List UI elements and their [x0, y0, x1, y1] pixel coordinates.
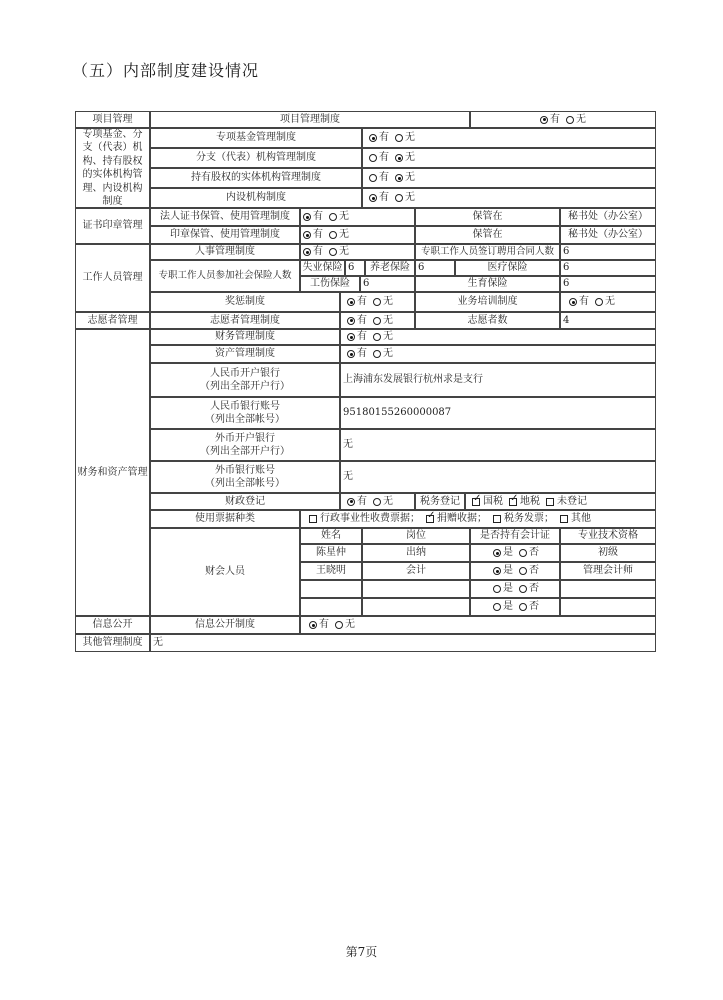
- injury-insurance-value: 6: [360, 276, 415, 292]
- option-label: 无: [405, 132, 415, 144]
- option-label: 无: [339, 211, 349, 223]
- option-label: 有: [579, 296, 589, 308]
- radio-empty-icon[interactable]: [369, 174, 377, 182]
- radio-option[interactable]: [369, 191, 389, 205]
- radio-empty-icon[interactable]: [566, 116, 574, 124]
- accounting-post: 会计: [362, 562, 470, 580]
- medical-insurance-value: 6: [560, 260, 656, 276]
- radio-option[interactable]: [369, 131, 389, 145]
- radio-option[interactable]: [395, 191, 415, 205]
- option-label: 有: [313, 246, 323, 258]
- injury-insurance-label: 工伤保险: [300, 276, 360, 292]
- staff-category: 工作人员管理: [75, 244, 150, 312]
- radio-option[interactable]: [369, 171, 389, 185]
- volunteer-category: 志愿者管理: [75, 312, 150, 329]
- rmb-account-value: 95180155260000087: [340, 397, 656, 429]
- radio-selected-icon[interactable]: [369, 134, 377, 142]
- accounting-post: [362, 598, 470, 616]
- option-label: 有: [357, 495, 367, 507]
- accounting-header-qualification: 专业技术资格: [560, 528, 656, 544]
- special-row-label: 专项基金管理制度: [150, 128, 362, 148]
- option-label: 是: [503, 601, 513, 613]
- radio-selected-icon[interactable]: [493, 567, 501, 575]
- accounting-certificate-options: [470, 580, 560, 598]
- checkbox-checked-icon[interactable]: [472, 498, 480, 506]
- fx-bank-label: [150, 429, 340, 461]
- accounting-name: 王晓明: [300, 562, 362, 580]
- radio-empty-icon[interactable]: [493, 585, 501, 593]
- rmb-account-label-line2: （列出全部帐号）: [205, 414, 285, 425]
- option-label: 无: [383, 314, 393, 326]
- accounting-header-name: 姓名: [300, 528, 362, 544]
- option-label: 是: [503, 547, 513, 559]
- rmb-bank-value: 上海浦东发展银行杭州求是支行: [340, 363, 656, 397]
- radio-selected-icon[interactable]: [569, 298, 577, 306]
- unemployment-insurance-label: 失业保险: [300, 260, 345, 276]
- option-label: 有: [379, 152, 389, 164]
- medical-insurance-label: 医疗保险: [455, 260, 560, 276]
- accounting-header-post: 岗位: [362, 528, 470, 544]
- option-label: 有: [357, 314, 367, 326]
- radio-empty-icon[interactable]: [395, 134, 403, 142]
- option-label: 有: [357, 331, 367, 343]
- radio-option[interactable]: [347, 495, 367, 509]
- radio-option[interactable]: [566, 113, 586, 127]
- option-label: 捐赠收据；: [437, 513, 487, 525]
- option-label: 有: [357, 296, 367, 308]
- special-row-options: [362, 148, 656, 168]
- other-category: 其他管理制度: [75, 634, 150, 652]
- reward-policy-label: 奖惩制度: [150, 292, 340, 312]
- option-label: 无: [383, 296, 393, 308]
- option-label: 有: [313, 229, 323, 241]
- pension-insurance-label: 养老保险: [365, 260, 415, 276]
- option-label: 无: [405, 152, 415, 164]
- other-policy-value: 无: [150, 634, 656, 652]
- cert-category: 证书印章管理: [75, 208, 150, 244]
- radio-option[interactable]: [395, 131, 415, 145]
- accounting-name: [300, 580, 362, 598]
- option-label: 无: [339, 246, 349, 258]
- option-label: 无: [605, 296, 615, 308]
- option-label: 无: [405, 172, 415, 184]
- radio-option[interactable]: [347, 295, 367, 309]
- checkbox-option[interactable]: [309, 512, 420, 526]
- fx-bank-value: 无: [340, 429, 656, 461]
- radio-option[interactable]: [519, 582, 539, 596]
- radio-empty-icon[interactable]: [329, 231, 337, 239]
- pension-insurance-value: 6: [415, 260, 455, 276]
- radio-empty-icon[interactable]: [373, 350, 381, 358]
- hr-policy-options: [300, 244, 415, 260]
- contract-count-label: 专职工作人员签订聘用合同人数: [415, 244, 560, 260]
- special-row-label: 持有股权的实体机构管理制度: [150, 168, 362, 188]
- radio-option[interactable]: [493, 600, 513, 614]
- radio-option[interactable]: [347, 330, 367, 344]
- radio-option[interactable]: [540, 113, 560, 127]
- option-label: 国税: [483, 495, 503, 507]
- radio-selected-icon[interactable]: [369, 194, 377, 202]
- disclosure-category: 信息公开: [75, 616, 150, 634]
- option-label: 税务发票；: [504, 513, 554, 525]
- hr-policy-label: 人事管理制度: [150, 244, 300, 260]
- radio-option[interactable]: [519, 564, 539, 578]
- radio-selected-icon[interactable]: [303, 248, 311, 256]
- rmb-bank-label-line2: （列出全部开户行）: [200, 381, 290, 392]
- fx-account-label: [150, 461, 340, 493]
- radio-empty-icon[interactable]: [373, 317, 381, 325]
- radio-selected-icon[interactable]: [303, 231, 311, 239]
- option-label: 无: [345, 619, 355, 631]
- training-policy-options: [560, 292, 656, 312]
- radio-option[interactable]: [569, 295, 589, 309]
- option-label: 有: [313, 211, 323, 223]
- option-label: 未登记: [557, 495, 587, 507]
- option-label: 否: [529, 601, 539, 613]
- radio-option[interactable]: [373, 295, 393, 309]
- option-label: 有: [379, 132, 389, 144]
- radio-option[interactable]: [493, 564, 513, 578]
- option-label: 有: [319, 619, 329, 631]
- radio-option[interactable]: [329, 228, 349, 242]
- section-heading: （五）内部制度建设情况: [72, 61, 260, 80]
- radio-option[interactable]: [395, 171, 415, 185]
- radio-empty-icon[interactable]: [519, 585, 527, 593]
- accounting-name: [300, 598, 362, 616]
- page-number: 第7页: [345, 945, 378, 959]
- fx-account-label-line1: 外币银行账号: [215, 464, 275, 476]
- cert-keeper-value: 秘书处（办公室）: [560, 226, 656, 244]
- asset-policy-options: [340, 345, 656, 363]
- fx-account-value: 无: [340, 461, 656, 493]
- cert-keeper-value: 秘书处（办公室）: [560, 208, 656, 226]
- accounting-post: [362, 580, 470, 598]
- radio-empty-icon[interactable]: [595, 298, 603, 306]
- bill-types-label: 使用票据种类: [150, 510, 300, 528]
- radio-option[interactable]: [329, 210, 349, 224]
- proj-category: 项目管理: [75, 111, 150, 128]
- option-label: 否: [529, 583, 539, 595]
- radio-option[interactable]: [369, 151, 389, 165]
- option-label: 有: [379, 192, 389, 204]
- training-policy-label: 业务培训制度: [415, 292, 560, 312]
- radio-option[interactable]: [347, 347, 367, 361]
- cert-row-label: 印章保管、使用管理制度: [150, 226, 300, 244]
- insurance-count-label: 专职工作人员参加社会保险人数: [150, 260, 300, 292]
- radio-selected-icon[interactable]: [540, 116, 548, 124]
- checkbox-checked-icon[interactable]: [426, 515, 434, 523]
- rmb-account-label-line1: 人民币银行账号: [210, 400, 280, 412]
- bill-types-options: [300, 510, 656, 528]
- radio-option[interactable]: [309, 618, 329, 632]
- radio-option[interactable]: [595, 295, 615, 309]
- finance-category: 财务和资产管理: [75, 329, 150, 616]
- fx-bank-label-line2: （列出全部开户行）: [200, 446, 290, 457]
- option-label: 是: [503, 583, 513, 595]
- reward-policy-options: [340, 292, 415, 312]
- proj-options: [470, 111, 656, 128]
- rmb-bank-label: [150, 363, 340, 397]
- cert-row-options: [300, 208, 415, 226]
- radio-option[interactable]: [335, 618, 355, 632]
- radio-option[interactable]: [395, 151, 415, 165]
- maternity-insurance-label: 生育保险: [415, 276, 560, 292]
- checkbox-empty-icon[interactable]: [493, 515, 501, 523]
- option-label: 是: [503, 565, 513, 577]
- special-row-label: 分支（代表）机构管理制度: [150, 148, 362, 168]
- radio-selected-icon[interactable]: [493, 549, 501, 557]
- radio-selected-icon[interactable]: [309, 621, 317, 629]
- option-label: 无: [576, 113, 586, 125]
- radio-empty-icon[interactable]: [519, 603, 527, 611]
- radio-selected-icon[interactable]: [347, 498, 355, 506]
- checkbox-option[interactable]: [426, 512, 487, 526]
- fiscal-registration-options: [340, 493, 415, 510]
- option-label: 否: [529, 547, 539, 559]
- radio-empty-icon[interactable]: [335, 621, 343, 629]
- finance-policy-options: [340, 329, 656, 345]
- radio-empty-icon[interactable]: [395, 194, 403, 202]
- accounting-qualification: 初级: [560, 544, 656, 562]
- checkbox-empty-icon[interactable]: [560, 515, 568, 523]
- radio-selected-icon[interactable]: [347, 333, 355, 341]
- radio-option[interactable]: [373, 314, 393, 328]
- volunteer-count-value: 4: [560, 312, 656, 329]
- radio-empty-icon[interactable]: [373, 498, 381, 506]
- accounting-post: 出纳: [362, 544, 470, 562]
- maternity-insurance-value: 6: [560, 276, 656, 292]
- radio-selected-icon[interactable]: [395, 174, 403, 182]
- radio-selected-icon[interactable]: [347, 298, 355, 306]
- volunteer-count-label: 志愿者数: [415, 312, 560, 329]
- cert-keeper-label: 保管在: [415, 226, 560, 244]
- fx-bank-label-line1: 外币开户银行: [215, 432, 275, 444]
- accounting-qualification: [560, 598, 656, 616]
- cert-keeper-label: 保管在: [415, 208, 560, 226]
- option-label: 有: [550, 113, 560, 125]
- radio-option[interactable]: [303, 228, 323, 242]
- tax-registration-label: 税务登记: [415, 493, 465, 510]
- accounting-certificate-options: [470, 562, 560, 580]
- checkbox-empty-icon[interactable]: [309, 515, 317, 523]
- radio-option[interactable]: [329, 245, 349, 259]
- special-row-options: [362, 128, 656, 148]
- cert-row-label: 法人证书保管、使用管理制度: [150, 208, 300, 226]
- rmb-bank-label-line1: 人民币开户银行: [210, 367, 280, 379]
- accounting-qualification: 管理会计师: [560, 562, 656, 580]
- radio-option[interactable]: [519, 546, 539, 560]
- accounting-qualification: [560, 580, 656, 598]
- volunteer-policy-label: 志愿者管理制度: [150, 312, 340, 329]
- radio-option[interactable]: [519, 600, 539, 614]
- disclosure-policy-label: 信息公开制度: [150, 616, 300, 634]
- option-label: 有: [379, 172, 389, 184]
- option-label: 地税: [520, 495, 540, 507]
- accounting-certificate-options: [470, 598, 560, 616]
- proj-label: 项目管理制度: [150, 111, 470, 128]
- radio-empty-icon[interactable]: [519, 549, 527, 557]
- fiscal-registration-label: 财政登记: [150, 493, 340, 510]
- radio-empty-icon[interactable]: [373, 333, 381, 341]
- radio-selected-icon[interactable]: [347, 350, 355, 358]
- accounting-certificate-options: [470, 544, 560, 562]
- radio-empty-icon[interactable]: [519, 567, 527, 575]
- option-label: 无: [383, 348, 393, 360]
- option-label: 无: [383, 331, 393, 343]
- contract-count-value: 6: [560, 244, 656, 260]
- checkbox-option[interactable]: [546, 495, 587, 509]
- cert-row-options: [300, 226, 415, 244]
- disclosure-policy-options: [300, 616, 656, 634]
- special-row-label: 内设机构制度: [150, 188, 362, 208]
- option-label: 其他: [571, 513, 591, 525]
- checkbox-option[interactable]: [493, 512, 554, 526]
- radio-empty-icon[interactable]: [329, 248, 337, 256]
- volunteer-policy-options: [340, 312, 415, 329]
- checkbox-option[interactable]: [509, 495, 540, 509]
- rmb-account-label: [150, 397, 340, 429]
- radio-option[interactable]: [373, 495, 393, 509]
- radio-option[interactable]: [303, 210, 323, 224]
- option-label: 无: [339, 229, 349, 241]
- radio-selected-icon[interactable]: [347, 317, 355, 325]
- accounting-name: 陈星仲: [300, 544, 362, 562]
- radio-selected-icon[interactable]: [303, 213, 311, 221]
- radio-option[interactable]: [373, 347, 393, 361]
- option-label: 无: [383, 495, 393, 507]
- fx-account-label-line2: （列出全部帐号）: [205, 478, 285, 489]
- accounting-staff-label: 财会人员: [150, 528, 300, 616]
- option-label: 行政事业性收费票据；: [320, 513, 420, 525]
- finance-policy-label: 财务管理制度: [150, 329, 340, 345]
- radio-option[interactable]: [373, 330, 393, 344]
- radio-option[interactable]: [303, 245, 323, 259]
- radio-selected-icon[interactable]: [395, 154, 403, 162]
- radio-empty-icon[interactable]: [493, 603, 501, 611]
- radio-option[interactable]: [347, 314, 367, 328]
- special-row-options: [362, 188, 656, 208]
- asset-policy-label: 资产管理制度: [150, 345, 340, 363]
- tax-registration-options: [465, 493, 656, 510]
- checkbox-option[interactable]: [560, 512, 591, 526]
- option-label: 无: [405, 192, 415, 204]
- accounting-header-certificate: 是否持有会计证: [470, 528, 560, 544]
- unemployment-insurance-value: 6: [345, 260, 365, 276]
- option-label: 否: [529, 565, 539, 577]
- radio-option[interactable]: [493, 582, 513, 596]
- radio-option[interactable]: [493, 546, 513, 560]
- checkbox-checked-icon[interactable]: [509, 498, 517, 506]
- radio-empty-icon[interactable]: [329, 213, 337, 221]
- radio-empty-icon[interactable]: [373, 298, 381, 306]
- option-label: 有: [357, 348, 367, 360]
- radio-empty-icon[interactable]: [369, 154, 377, 162]
- checkbox-empty-icon[interactable]: [546, 498, 554, 506]
- special-category: 专项基金、分支（代表）机构、持有股权的实体机构管理、内设机构制度: [75, 128, 150, 208]
- special-row-options: [362, 168, 656, 188]
- checkbox-option[interactable]: [472, 495, 503, 509]
